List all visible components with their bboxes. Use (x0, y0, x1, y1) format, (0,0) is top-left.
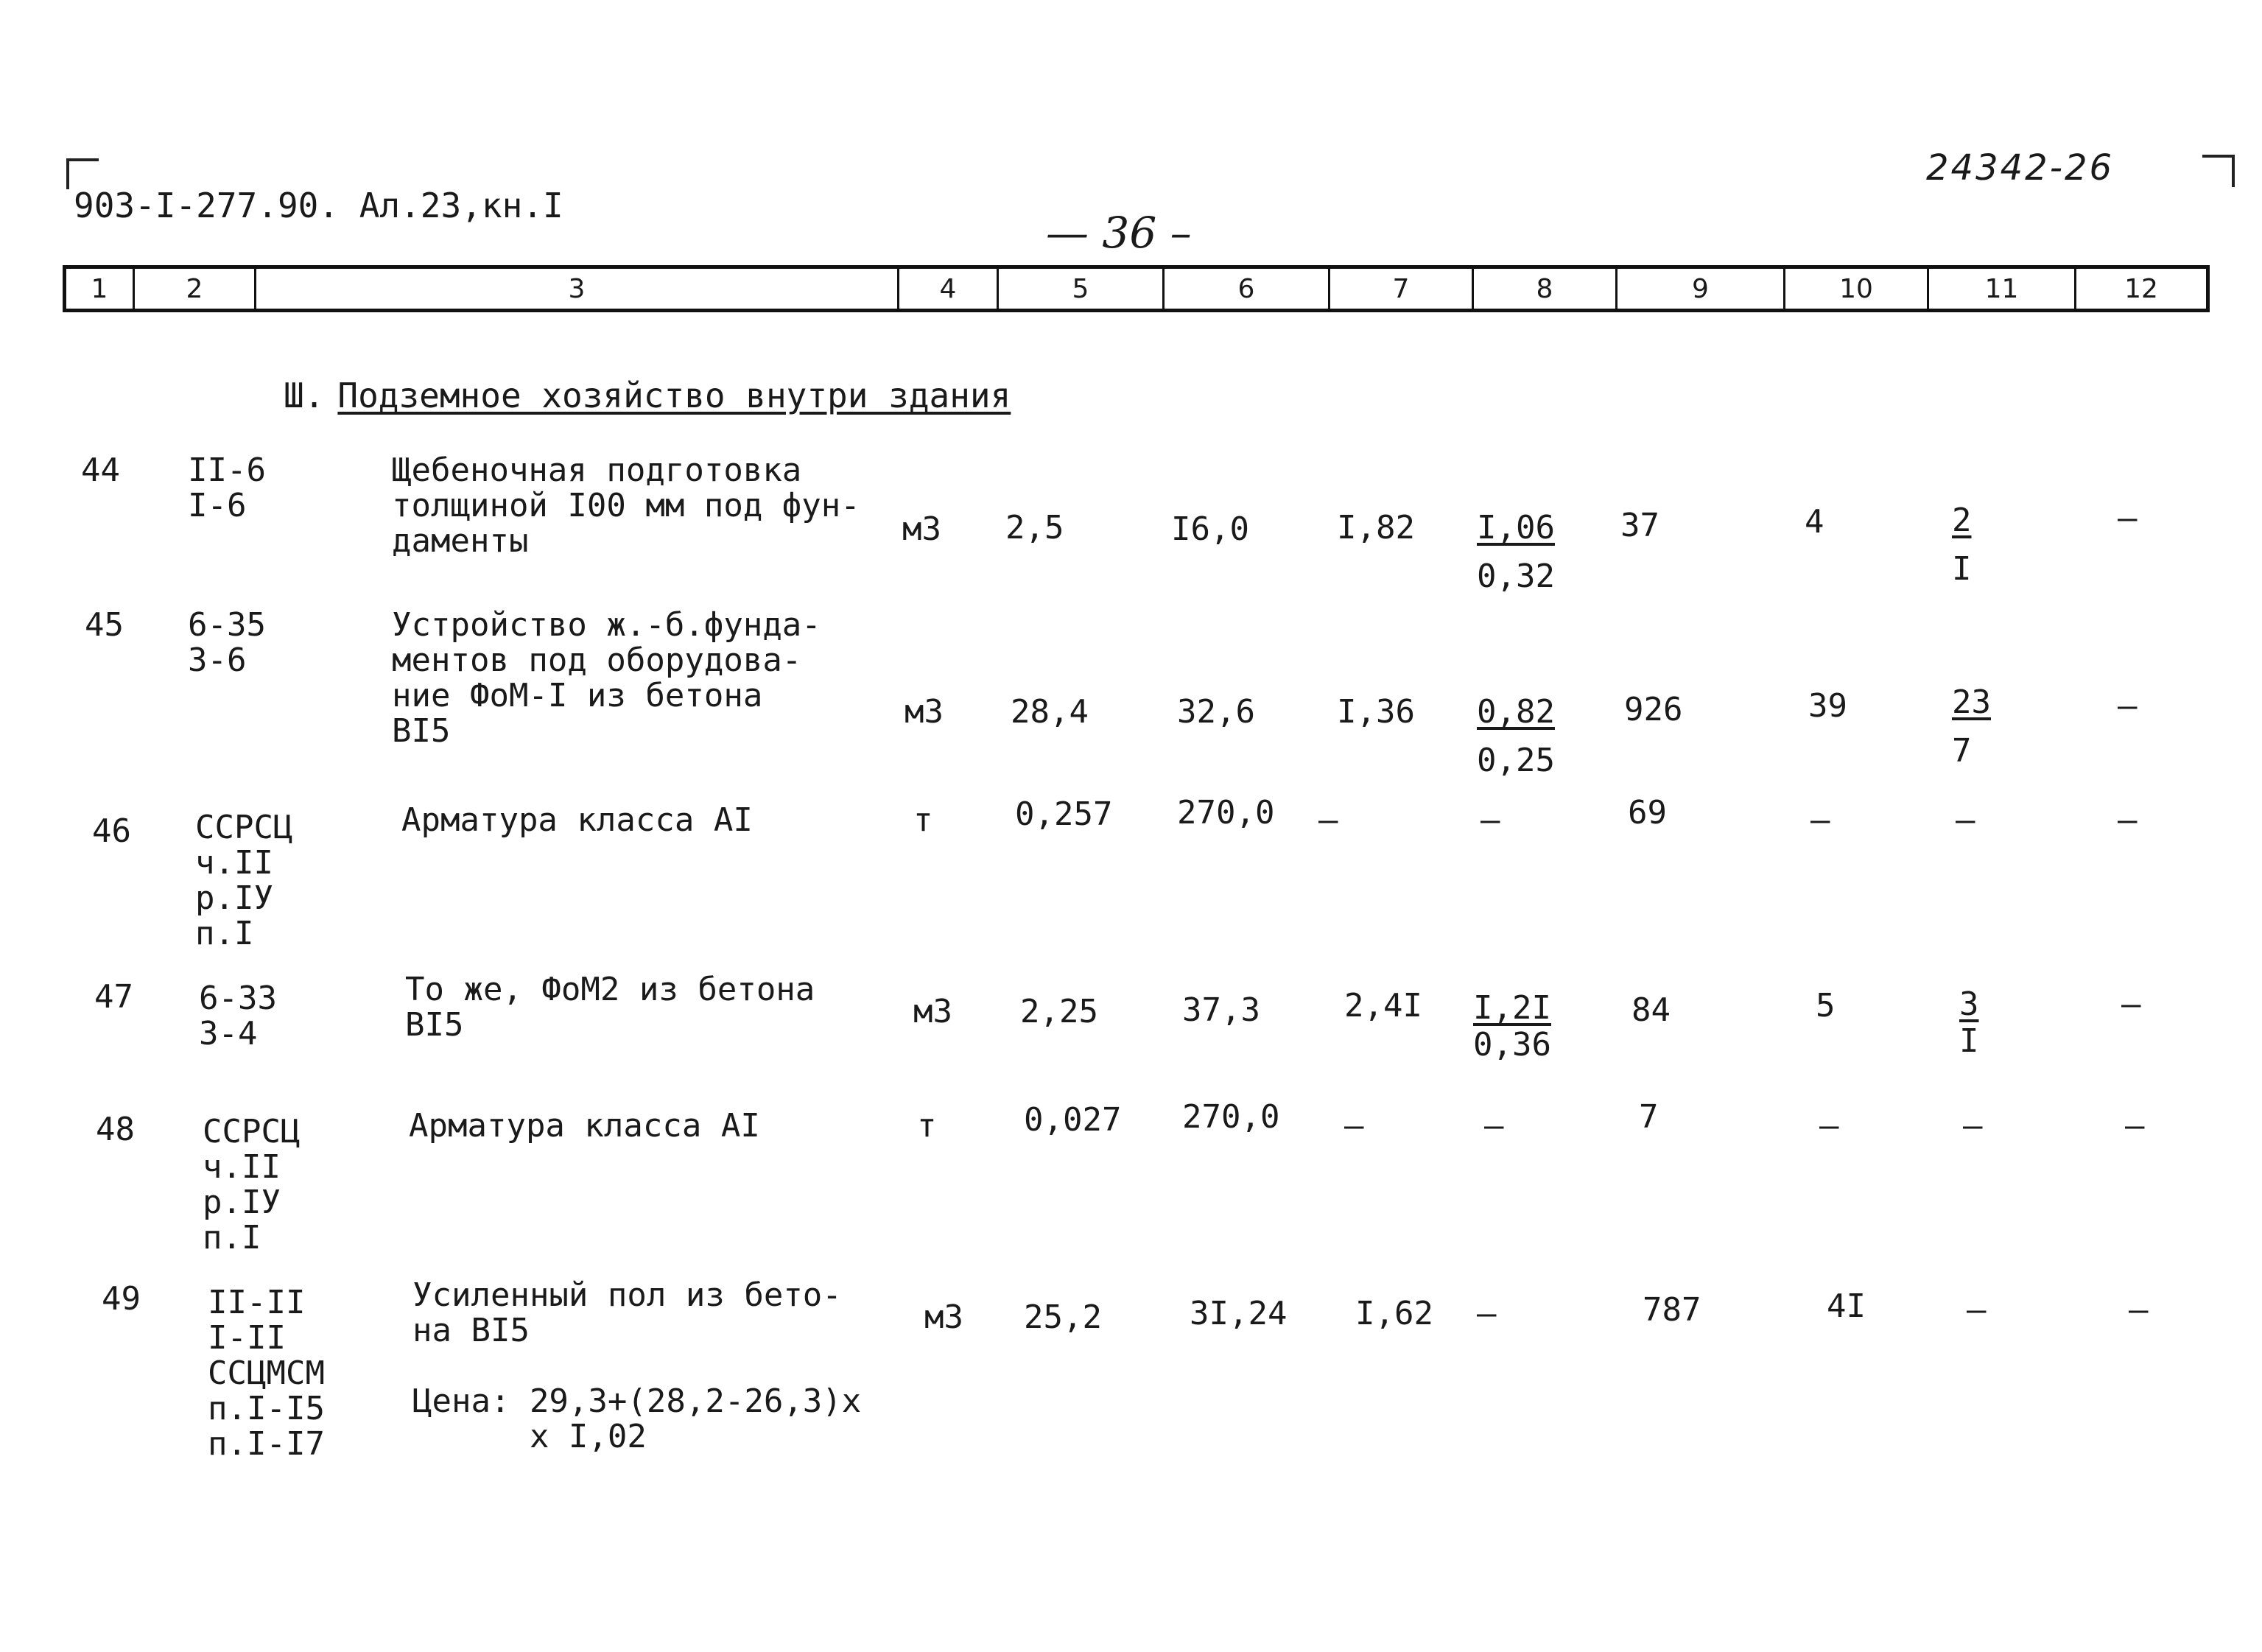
value-col-8 (1477, 695, 1555, 778)
work-description: Арматура класса AI (409, 1107, 760, 1145)
value-col-7: – (1318, 801, 1338, 839)
unit: м3 (924, 1298, 963, 1336)
value-col-11 (1963, 1108, 1983, 1144)
unit-price: 3I,24 (1190, 1295, 1288, 1332)
value-col-11 (1967, 1293, 1987, 1328)
unit-price: 270,0 (1177, 794, 1275, 832)
value-col-8-bottom: 0,25 (1477, 742, 1555, 779)
value-col-8-top: I,2I (1473, 989, 1551, 1027)
value-col-8-top: I,06 (1477, 509, 1555, 546)
quantity: 28,4 (1011, 693, 1089, 731)
value-col-8-top: – (1484, 1107, 1504, 1145)
section-title (284, 376, 1011, 415)
column-header-9: 9 (1615, 269, 1783, 309)
unit: м3 (913, 993, 952, 1030)
value-col-10: 4I (1827, 1287, 1866, 1325)
work-description: Устройство ж.-б.фунда- ментов под оборудова- ние ФоМ-I из бетона BI5 (392, 606, 821, 750)
norm-code: 6-33 3-4 (199, 980, 277, 1052)
value-col-7: 2,4I (1344, 987, 1422, 1024)
section-roman-numeral: Ш. (284, 376, 325, 415)
work-description: То же, ФоМ2 из бетона BI5 (405, 971, 815, 1044)
work-description: Арматура класса AI (401, 801, 753, 839)
column-header-4: 4 (897, 269, 997, 309)
unit: м3 (902, 510, 941, 548)
column-header-10: 10 (1783, 269, 1927, 309)
row-number: 48 (96, 1111, 135, 1148)
value-col-10: – (1819, 1107, 1839, 1145)
value-col-11 (1952, 685, 1991, 769)
column-header-5: 5 (997, 269, 1162, 309)
value-col-11-top: 23 (1952, 683, 1991, 721)
value-col-8 (1473, 991, 1551, 1063)
unit: м3 (905, 693, 944, 731)
row-number: 45 (85, 606, 124, 644)
unit-price: I6,0 (1171, 510, 1249, 548)
norm-code: ССРСЦ ч.II р.IУ п.I (195, 809, 293, 952)
value-col-12: – (2129, 1291, 2149, 1329)
value-col-7: – (1344, 1107, 1364, 1145)
value-col-9: 69 (1628, 794, 1667, 832)
section-title-text: Подземное хозяйство внутри здания (337, 376, 1011, 415)
unit-price: 32,6 (1177, 693, 1255, 731)
work-description: Щебеночная подготовка толщиной I00 мм под фун- даменты (392, 451, 860, 560)
document-number: 24342-26 (1926, 147, 2115, 189)
value-col-11-bottom: 7 (1952, 732, 1972, 770)
value-col-9: 787 (1643, 1291, 1701, 1329)
row-number: 49 (102, 1280, 141, 1318)
column-header-11: 11 (1927, 269, 2074, 309)
value-col-7: I,82 (1337, 509, 1415, 546)
value-col-12: – (2125, 1107, 2145, 1145)
value-col-7: I,62 (1355, 1295, 1433, 1332)
column-header-1: 1 (91, 273, 108, 304)
value-col-11-bottom: I (1959, 1022, 1979, 1060)
quantity: 2,25 (1020, 993, 1098, 1030)
value-col-12: – (2118, 687, 2138, 725)
norm-code: ССРСЦ ч.II р.IУ п.I (203, 1113, 301, 1256)
value-col-8-bottom: 0,36 (1473, 1026, 1551, 1064)
value-col-10: 5 (1816, 987, 1836, 1024)
row-number: 46 (92, 812, 131, 850)
column-number-header (63, 265, 2210, 312)
unit-price: 37,3 (1182, 991, 1260, 1029)
value-col-11-top: 2 (1952, 502, 1972, 539)
norm-code: II-II I-II ССЦМСМ п.I-I5 п.I-I7 (208, 1284, 325, 1463)
value-col-12: – (2121, 985, 2141, 1023)
column-header-7: 7 (1328, 269, 1472, 309)
value-col-8-top: – (1477, 1295, 1497, 1332)
quantity: 25,2 (1024, 1298, 1102, 1336)
value-col-11-top: – (1963, 1107, 1983, 1145)
value-col-9: 926 (1624, 691, 1683, 728)
row-number: 44 (81, 451, 120, 489)
value-col-9: 84 (1631, 991, 1671, 1029)
column-header-6: 6 (1162, 269, 1328, 309)
value-col-7: I,36 (1337, 693, 1415, 731)
page-number: — 36 – (1046, 208, 1192, 258)
unit-price: 270,0 (1182, 1098, 1280, 1136)
document-code: 903-I-277.90. Ал.23,кн.I (74, 186, 563, 225)
corner-mark-top-left (66, 158, 99, 189)
norm-code: II-6 I-6 (188, 451, 266, 524)
value-col-10: – (1810, 801, 1830, 839)
quantity: 0,027 (1024, 1101, 1122, 1139)
value-col-8 (1484, 1108, 1504, 1144)
value-col-10: 4 (1805, 503, 1824, 541)
value-col-11 (1956, 803, 1975, 838)
column-header-12: 12 (2074, 269, 2206, 309)
value-col-9: 7 (1639, 1098, 1659, 1136)
value-col-8-top: 0,82 (1477, 693, 1555, 731)
value-col-12: – (2118, 499, 2138, 537)
value-col-8 (1481, 803, 1500, 838)
value-col-11-top: – (1967, 1291, 1987, 1329)
value-col-11-bottom: I (1952, 550, 1972, 588)
unit: т (917, 1107, 937, 1145)
value-col-11-top: 3 (1959, 985, 1979, 1023)
value-col-8-bottom: 0,32 (1477, 558, 1555, 595)
quantity: 0,257 (1015, 795, 1113, 833)
value-col-10: 39 (1808, 687, 1847, 725)
corner-mark-top-right (2202, 155, 2235, 187)
column-header-2: 2 (133, 269, 254, 309)
unit: т (913, 801, 933, 839)
column-header-8: 8 (1472, 269, 1615, 309)
value-col-9: 37 (1620, 507, 1659, 544)
value-col-8 (1477, 510, 1555, 594)
quantity: 2,5 (1005, 509, 1064, 546)
column-header-3: 3 (254, 269, 897, 309)
value-col-8 (1477, 1296, 1497, 1332)
value-col-11 (1952, 503, 1972, 587)
value-col-11 (1959, 987, 1979, 1059)
norm-code: 6-35 3-6 (188, 606, 266, 679)
row-number: 47 (94, 978, 133, 1016)
value-col-11-top: – (1956, 801, 1975, 839)
value-col-12: – (2118, 801, 2138, 839)
value-col-8-top: – (1481, 801, 1500, 839)
work-description: Усиленный пол из бето- на BI5 Цена: 29,3+(28,2-26,3)x x I,02 (412, 1276, 862, 1455)
